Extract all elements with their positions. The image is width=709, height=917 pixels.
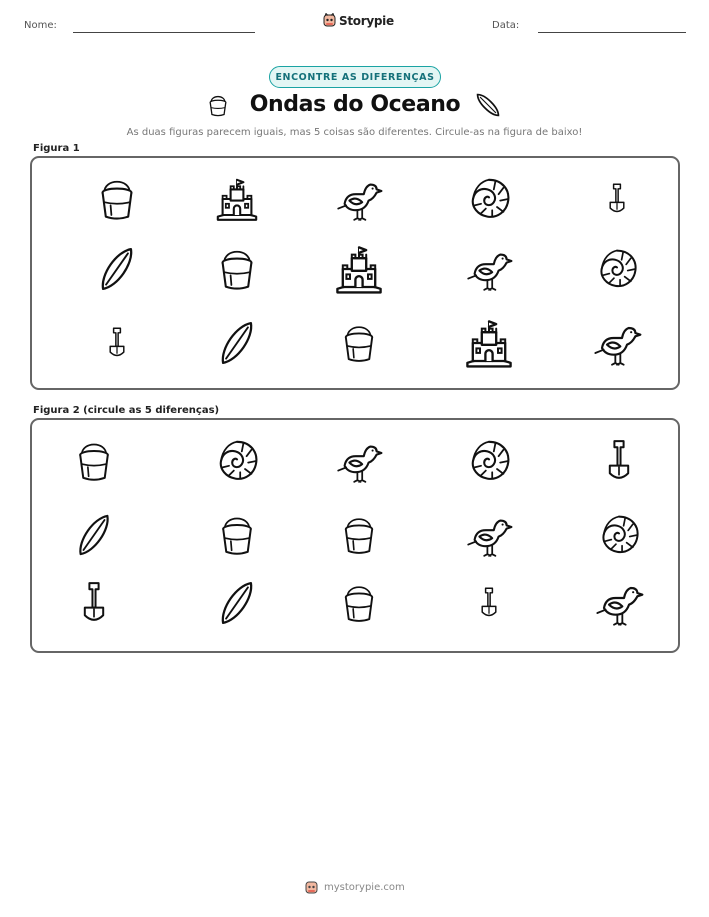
instructions: As duas figuras parecem iguais, mas 5 coisas são diferentes. Circule-as na figura de baixo! <box>126 127 583 138</box>
sandcastle-icon <box>332 242 386 296</box>
bucket-icon <box>213 245 261 293</box>
storypie-mascot-icon <box>323 13 336 28</box>
bucket-icon <box>205 90 231 120</box>
shell-icon <box>594 246 640 292</box>
surfboard-icon <box>470 88 506 122</box>
figure2-label: Figura 2 (circule as 5 diferenças) <box>33 405 220 416</box>
seagull-icon[interactable] <box>594 578 644 628</box>
page-title: Ondas do Oceano <box>249 92 461 117</box>
seagull-icon <box>592 318 642 368</box>
storypie-logo <box>323 13 394 28</box>
shovel-icon <box>600 182 634 216</box>
shell-icon[interactable] <box>465 437 513 485</box>
sandcastle-icon <box>462 316 516 370</box>
surfboard-icon <box>91 243 143 295</box>
surfboard-icon[interactable] <box>211 577 263 629</box>
bucket-icon <box>337 321 381 365</box>
surfboard-icon <box>211 317 263 369</box>
shovel-icon[interactable] <box>71 580 117 626</box>
date-label: Data: <box>492 20 520 31</box>
bucket-icon <box>93 175 141 223</box>
shell-icon[interactable] <box>213 437 261 485</box>
seagull-icon[interactable] <box>335 437 383 485</box>
footer-url: mystorypie.com <box>324 882 405 893</box>
bucket-icon[interactable] <box>214 512 260 558</box>
shell-icon <box>465 175 513 223</box>
footer <box>305 880 405 895</box>
figure2-panel[interactable] <box>30 418 680 653</box>
bucket-icon[interactable] <box>337 581 381 625</box>
activity-badge: ENCONTRE AS DIFERENÇAS <box>269 66 441 88</box>
date-input-line[interactable] <box>538 32 686 33</box>
seagull-icon <box>335 175 383 223</box>
shovel-icon[interactable] <box>596 438 642 484</box>
seagull-icon <box>465 245 513 293</box>
brand-name: Storypie <box>339 13 394 28</box>
name-input-line[interactable] <box>73 32 255 33</box>
sandcastle-icon <box>213 175 261 223</box>
figure1-label: Figura 1 <box>33 143 80 154</box>
shovel-icon <box>100 326 134 360</box>
seagull-icon[interactable] <box>465 511 513 559</box>
name-label: Nome: <box>24 20 57 31</box>
shell-icon[interactable] <box>596 512 642 558</box>
surfboard-icon[interactable] <box>69 510 119 560</box>
shovel-icon[interactable] <box>472 586 506 620</box>
figure1-panel <box>30 156 680 390</box>
bucket-icon[interactable] <box>71 438 117 484</box>
storypie-mascot-icon <box>305 880 318 895</box>
bucket-icon[interactable] <box>337 513 381 557</box>
